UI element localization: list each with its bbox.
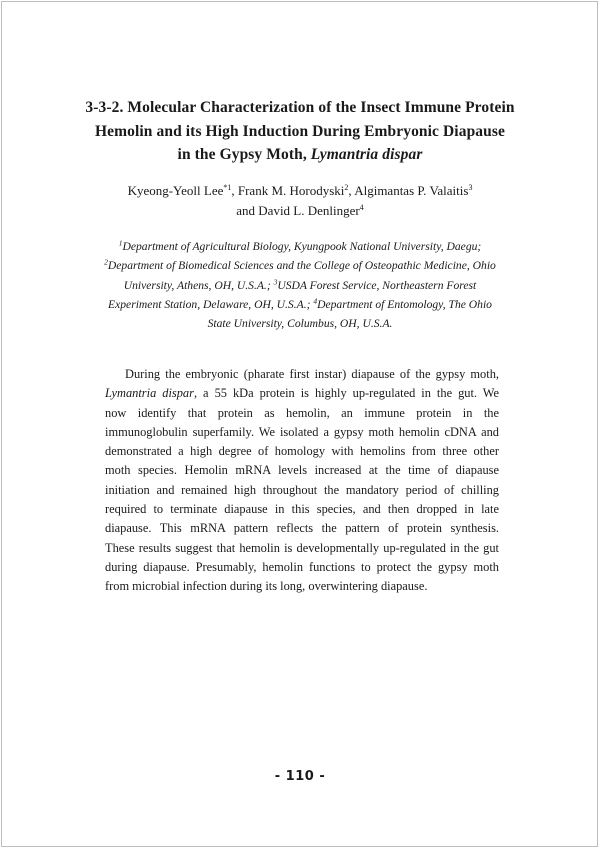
author-1-name: Kyeong-Yeoll Lee <box>127 183 224 198</box>
affiliation-text: Experiment Station, Delaware, OH, U.S.A.; <box>108 297 314 311</box>
abstract-line: These results suggest that hemolin is developmentally up-regulated in the gut <box>105 540 499 555</box>
affiliation-text: University, Athens, OH, U.S.A.; <box>123 278 274 292</box>
affiliation-marker: 4 <box>313 296 318 306</box>
author-line-1 <box>60 181 540 201</box>
page-number: - 110 - <box>274 769 326 784</box>
title-line-2: Hemolin and its High Induction During Embryonic Diapause <box>95 122 505 140</box>
title-species: Lymantria dispar <box>310 146 423 163</box>
affiliation-text: USDA Forest Service, Northeastern Forest <box>277 278 477 292</box>
author-1-marker: *1 <box>223 183 232 192</box>
abstract-species: Lymantria dispar <box>105 386 194 401</box>
author-4-marker: 4 <box>359 203 364 212</box>
paper-title <box>60 96 540 167</box>
affiliation-marker: 3 <box>273 277 278 287</box>
author-2-name: Frank M. Horodyski <box>237 183 345 198</box>
title-line-3 <box>60 143 540 167</box>
affiliation-line-1 <box>100 237 500 256</box>
abstract-line: required to terminate diapause in this species, and then dropped in late <box>105 502 499 517</box>
affiliations <box>100 237 500 333</box>
abstract-line: moth species. Hemolin mRNA levels increased at the time of diapause <box>105 463 499 478</box>
affiliation-text: Department of Biomedical Sciences and the College of Osteopathic Medicine, Ohio <box>107 259 496 273</box>
title-line-3-prefix: in the Gypsy Moth, <box>177 146 311 163</box>
abstract-line <box>105 384 499 403</box>
affiliation-line-4 <box>100 295 500 314</box>
affiliation-text: Department of Entomology, The Ohio <box>317 297 492 311</box>
abstract-line: During the embryonic (pharate first instar) diapause of the gypsy moth, <box>125 367 499 381</box>
author-conjunction: and <box>236 203 259 218</box>
affiliation-line-2 <box>100 256 500 275</box>
abstract-line: diapause. This mRNA pattern reflects the pattern of protein synthesis. <box>105 521 499 536</box>
abstract-body <box>105 365 499 597</box>
author-separator: , <box>231 183 238 198</box>
abstract-line: from microbial infection during its long, overwintering diapause. <box>105 579 428 594</box>
author-list <box>60 181 540 221</box>
affiliation-marker: 2 <box>104 257 108 267</box>
author-2-marker: 2 <box>344 183 349 192</box>
title-line-1: 3-3-2. Molecular Characterization of the Insect Immune Protein <box>85 99 515 116</box>
affiliation-line-5: State University, Columbus, OH, U.S.A. <box>207 317 393 331</box>
author-line-2 <box>60 201 540 221</box>
affiliation-line-3 <box>100 276 500 295</box>
author-3-name: Algimantas P. Valaitis <box>354 183 469 198</box>
author-3-marker: 3 <box>468 183 473 192</box>
abstract-line: demonstrated a high degree of homology with hemolins from three other <box>105 444 499 459</box>
author-4-name: David L. Denlinger <box>258 203 360 218</box>
abstract-line: immunoglobulin superfamily. We isolated a gypsy moth hemolin cDNA and <box>105 424 499 439</box>
abstract-line: now identify that protein as hemolin, an immune protein in the <box>105 405 499 420</box>
affiliation-marker: 1 <box>118 238 123 248</box>
affiliation-text: Department of Agricultural Biology, Kyungpook National University, Daegu; <box>122 240 482 253</box>
author-separator: , <box>348 183 355 198</box>
abstract-text: , a 55 kDa protein is highly up-regulated in the gut. We <box>193 386 499 401</box>
abstract-line: initiation and remained high throughout the mandatory period of chilling <box>105 482 499 497</box>
abstract-line: during diapause. Presumably, hemolin functions to protect the gypsy moth <box>105 559 499 574</box>
